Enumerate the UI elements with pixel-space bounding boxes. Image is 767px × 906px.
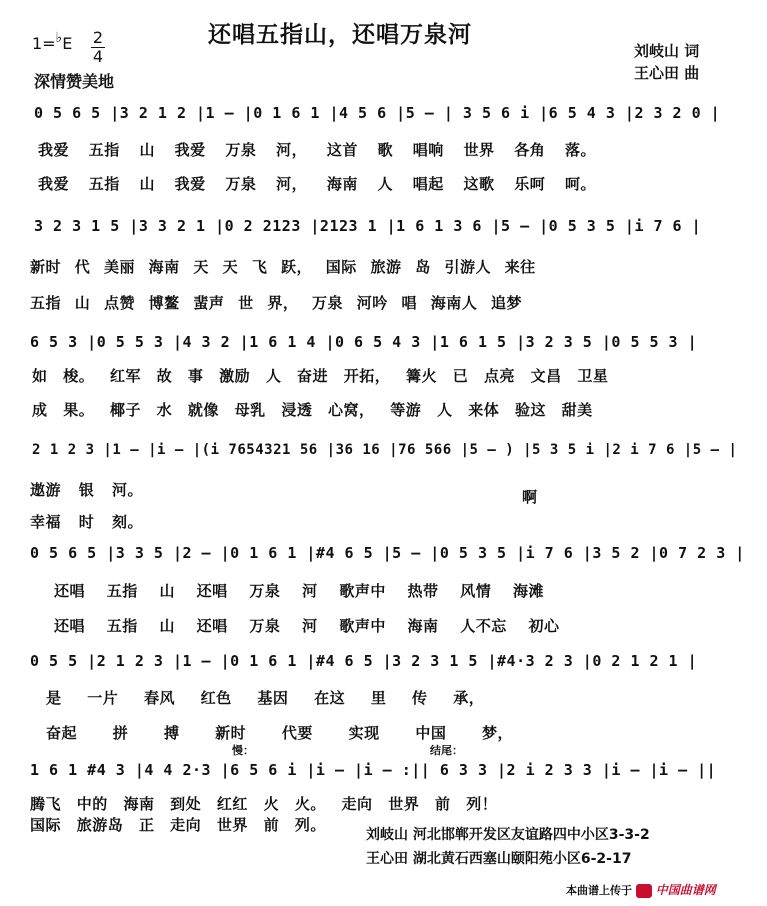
lyric-row-5-verse-1: 还唱 五指 山 还唱 万泉 河 歌声中 热带 风情 海滩 [54, 582, 545, 600]
notation-row-6: 0 5 5 |2 1 2 3 |1 – |0 1 6 1 |#4 6 5 |3 2 3 1 5 |#4·3 2 3 |0 2 1 2 1 | [30, 652, 698, 670]
composer-credit: 王心田 曲 [634, 64, 700, 82]
notation-row-5: 0 5 6 5 |3 3 5 |2 – |0 1 6 1 |#4 6 5 |5 – |0 5 3 5 |i 7 6 |3 5 2 |0 7 2 3 | [30, 544, 745, 562]
lyric-row-4-verse-1: 遨游 银 河。 [30, 481, 143, 499]
lyric-row-3-verse-1: 如 梭。 红军 故 事 激励 人 奋进 开拓， 篝火 已 点亮 文昌 卫星 [32, 367, 609, 385]
upload-text: 本曲谱上传于 [566, 884, 632, 897]
notation-row-7: 1 6 1 #4 3 |4 4 2·3 |6 5 6 i |i – |i – :|| 6 3 3 |2 i 2 3 3 |i – |i – || [30, 761, 717, 779]
lyric-row-1-verse-2: 我爱 五指 山 我爱 万泉 河， 海南 人 唱起 这歌 乐呵 呵。 [38, 175, 596, 193]
address-line-2: 王心田 湖北黄石西塞山颐阳苑小区6-2-17 [366, 851, 632, 867]
lyric-row-6-verse-1: 是 一片 春风 红色 基因 在这 里 传 承， [46, 689, 485, 707]
lyric-row-4-verse-2: 幸福 时 刻。 [30, 513, 143, 531]
notation-row-4: 2 1 2 3 |1 – |i – |(i 7654321 56 |36 16 |76 566 |5 – ) |5 3 5 i |2 i 7 6 |5 – | [32, 442, 738, 458]
tempo-marking: 深情赞美地 [34, 72, 115, 91]
lyric-row-3-verse-2: 成 果。 椰子 水 就像 母乳 浸透 心窝， 等游 人 来体 验这 甜美 [32, 401, 593, 419]
score-title: 还唱五指山，还唱万泉河 [208, 22, 472, 48]
notation-row-3: 6 5 3 |0 5 5 3 |4 3 2 |1 6 1 4 |0 6 5 4 3 |1 6 1 5 |3 2 3 5 |0 5 5 3 | [30, 333, 698, 351]
lyric-row-7-verse-1: 腾飞 中的 海南 到处 红红 火 火。 走向 世界 前 列！ [30, 795, 498, 813]
site-logo-icon [636, 884, 652, 898]
lyric-ah: 啊 [522, 488, 538, 506]
lyric-row-6-verse-2: 奋起 拼 搏 新时 代要 实现 中国 梦， [46, 724, 514, 742]
lyric-row-2-verse-1: 新时 代 美丽 海南 天 天 飞 跃， 国际 旅游 岛 引游人 来往 [30, 258, 536, 276]
upload-notice [566, 884, 716, 898]
slow-marking: 慢： [232, 744, 254, 757]
ending-marking: 结尾： [430, 744, 463, 757]
site-brand: 中国曲谱网 [655, 883, 716, 897]
flat-sign: ♭ [55, 30, 63, 46]
key-prefix: 1= [32, 34, 56, 53]
lyric-row-5-verse-2: 还唱 五指 山 还唱 万泉 河 歌声中 海南 人不忘 初心 [54, 617, 560, 635]
time-signature [91, 30, 105, 65]
lyricist-credit: 刘岐山 词 [634, 42, 700, 60]
time-bottom: 4 [92, 47, 104, 66]
notation-row-2: 3 2 3 1 5 |3 3 2 1 |0 2 2123 |2123 1 |1 6 1 3 6 |5 – |0 5 3 5 |i 7 6 | [34, 217, 702, 235]
lyric-row-2-verse-2: 五指 山 点赞 博鳌 蜚声 世 界， 万泉 河吟 唱 海南人 追梦 [30, 294, 522, 312]
notation-row-1: 0 5 6 5 |3 2 1 2 |1 – |0 1 6 1 |4 5 6 |5 – | 3 5 6 i |6 5 4 3 |2 3 2 0 | [34, 104, 721, 122]
key-signature [32, 30, 73, 66]
key-letter: E [62, 34, 73, 53]
time-top: 2 [92, 28, 104, 47]
lyric-row-7-verse-2: 国际 旅游岛 正 走向 世界 前 列。 [30, 816, 326, 834]
address-line-1: 刘岐山 河北邯郸开发区友谊路四中小区3-3-2 [366, 827, 650, 843]
lyric-row-1-verse-1: 我爱 五指 山 我爱 万泉 河， 这首 歌 唱响 世界 各角 落。 [38, 141, 596, 159]
